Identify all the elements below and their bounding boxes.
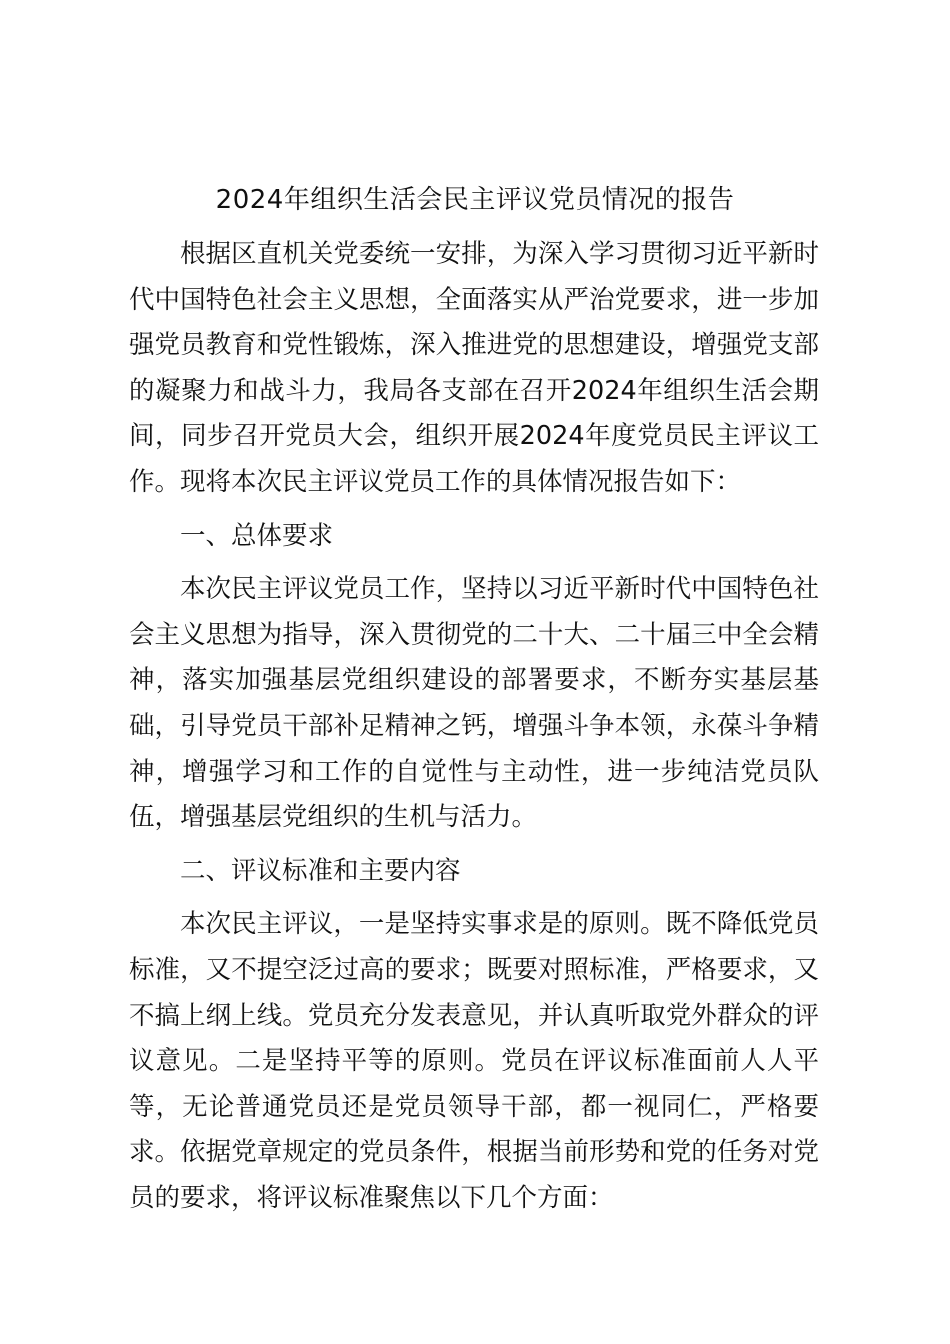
document-title: 2024年组织生活会民主评议党员情况的报告 <box>215 185 735 215</box>
section-heading-1: 一、总体要求 <box>180 520 334 551</box>
intro-paragraph: 根据区直机关党委统一安排，为深入学习贯彻习近平新时代中国特色社会主义思想，全面落实从严治党要求，进一步加强党员教育和党性锻炼，深入推进党的思想建设，增强党支部的凝聚力和战斗力，我局各支部在召开2024年组织生活会期间，同步召开党员大会，组织开展2024年度党员民主评议工作。现将本次民主评议党员工作的具体情况报告如下： <box>129 239 819 497</box>
section-1-paragraph: 本次民主评议党员工作，坚持以习近平新时代中国特色社会主义思想为指导，深入贯彻党的二十大、二十届三中全会精神，落实加强基层党组织建设的部署要求，不断夯实基层基础，引导党员干部补足精神之钙，增强斗争本领，永葆斗争精神，增强学习和工作的自觉性与主动性，进一步纯洁党员队伍，增强基层党组织的生机与活力。 <box>129 574 819 833</box>
section-2-paragraph: 本次民主评议，一是坚持实事求是的原则。既不降低党员标准，又不提空泛过高的要求；既要对照标准，严格要求，又不搞上纲上线。党员充分发表意见，并认真听取党外群众的评议意见。二是坚持平等的原则。党员在评议标准面前人人平等，无论普通党员还是党员领导干部，都一视同仁，严格要求。依据党章规定的党员条件，根据当前形势和党的任务对党员的要求，将评议标准聚焦以下几个方面： <box>129 909 819 1213</box>
section-heading-2: 二、评议标准和主要内容 <box>180 855 461 886</box>
document-body <box>129 232 819 1221</box>
